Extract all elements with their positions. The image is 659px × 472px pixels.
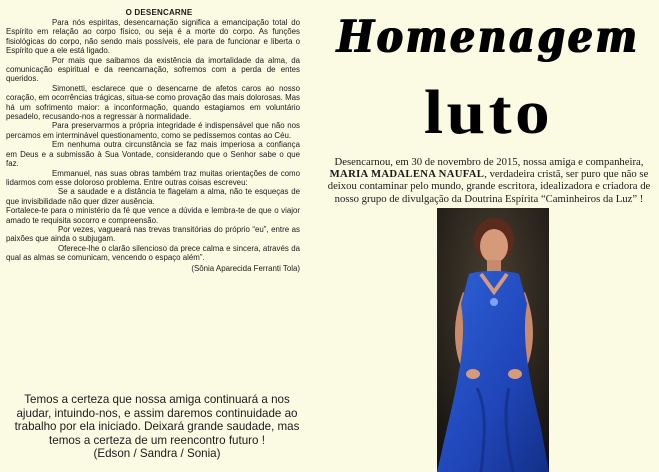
quote-line: Oferece-lhe o clarão silencioso da prece calma e sincera, através da qual as almas se comunicam, vencendo o espaço além”. (6, 243, 300, 263)
memorial-column (318, 0, 659, 472)
deceased-name: MARIA MADALENA NAUFAL (329, 168, 485, 181)
tribute-signers: (Edson / Sandra / Sonia) (93, 447, 221, 461)
tribute-text (6, 393, 308, 461)
article-paragraph: Por mais que saibamos da existência da imortalidade da alma, da comunicação espiritual e da reencarnação, sofremos com a perda de entes queridos. (6, 55, 300, 84)
headline-luto: luto (423, 79, 554, 147)
article-body (6, 18, 300, 273)
quote-line: Se a saudade e a distância te flagelam a alma, não te esqueças de que invisibilidade não quer dizer ausência. (6, 187, 300, 206)
signature: (Sônia Aparecida Ferranti Tola) (191, 263, 300, 273)
article-title: O DESENCARNE (125, 8, 193, 17)
quote-line: Fortalece-te para o ministério da fé que vence a dúvida e lembra-te de que o viajor amado te requisita socorro e compreensão. (6, 206, 300, 225)
portrait-photo (437, 208, 549, 472)
tribute-message: Temos a certeza que nossa amiga continuará a nos ajudar, intuindo-nos, e assim daremos continuidade ao trabalho por ela iniciado. Deixará grande saudade, mas temos a certeza de um reencontro futuro ! (14, 393, 300, 447)
death-announcement (320, 156, 658, 205)
portrait-photo-icon (437, 208, 549, 472)
article-paragraph: Para preservarmos a própria integridade é indispensável que não nos percamos em interminável questionamento, como se pedíssemos contas ao Céu. (6, 121, 300, 140)
article-paragraph: Simonetti, esclarece que o desencarne de afetos caros ao nosso coração, em ocorrências trágicas, situa-se como provação das mais dolorosas. Mas há um sofrimento maior: a inconformação, quando estagiamos em voluntário pesadelo, recusando-nos a regressar à normalidade. (6, 83, 300, 122)
headline-homenagem: Homenagem (337, 10, 640, 64)
quote-line: Por vezes, vagueará nas trevas transitórias do próprio “eu”, entre as paixões que ainda o subjugam. (6, 224, 300, 244)
article-column (0, 0, 318, 472)
article-paragraph: Emmanuel, nas suas obras também traz muitas orientações de como lidarmos com esse doloroso problema. Entre outras coisas escreveu: (6, 168, 300, 187)
announce-rest: , verdadeira cristã, ser puro que não se deixou contaminar pelo mundo, grande escritora, idealizadora e criadora de nosso grupo de divulgação da Doutrina Espírita “Caminheiros da Luz” ! (327, 168, 651, 205)
announce-intro: Desencarnou, em 30 de novembro de 2015, nossa amiga e companheira, (334, 156, 644, 168)
article-paragraph: Em nenhuma outra circunstância se faz mais imperiosa a confiança em Deus e a submissão à Sua Vontade, considerando que o Senhor sabe o que faz. (6, 140, 300, 169)
article-paragraph: Para nós espiritas, desencarnação significa a emancipação total do Espírito em relação ao corpo físico, ou seja é a morte do corpo. As funções fisiológicas do corpo, não sendo mais possíveis, ele para de funcionar e liberta o Espírito que a ele está ligado. (6, 18, 300, 56)
